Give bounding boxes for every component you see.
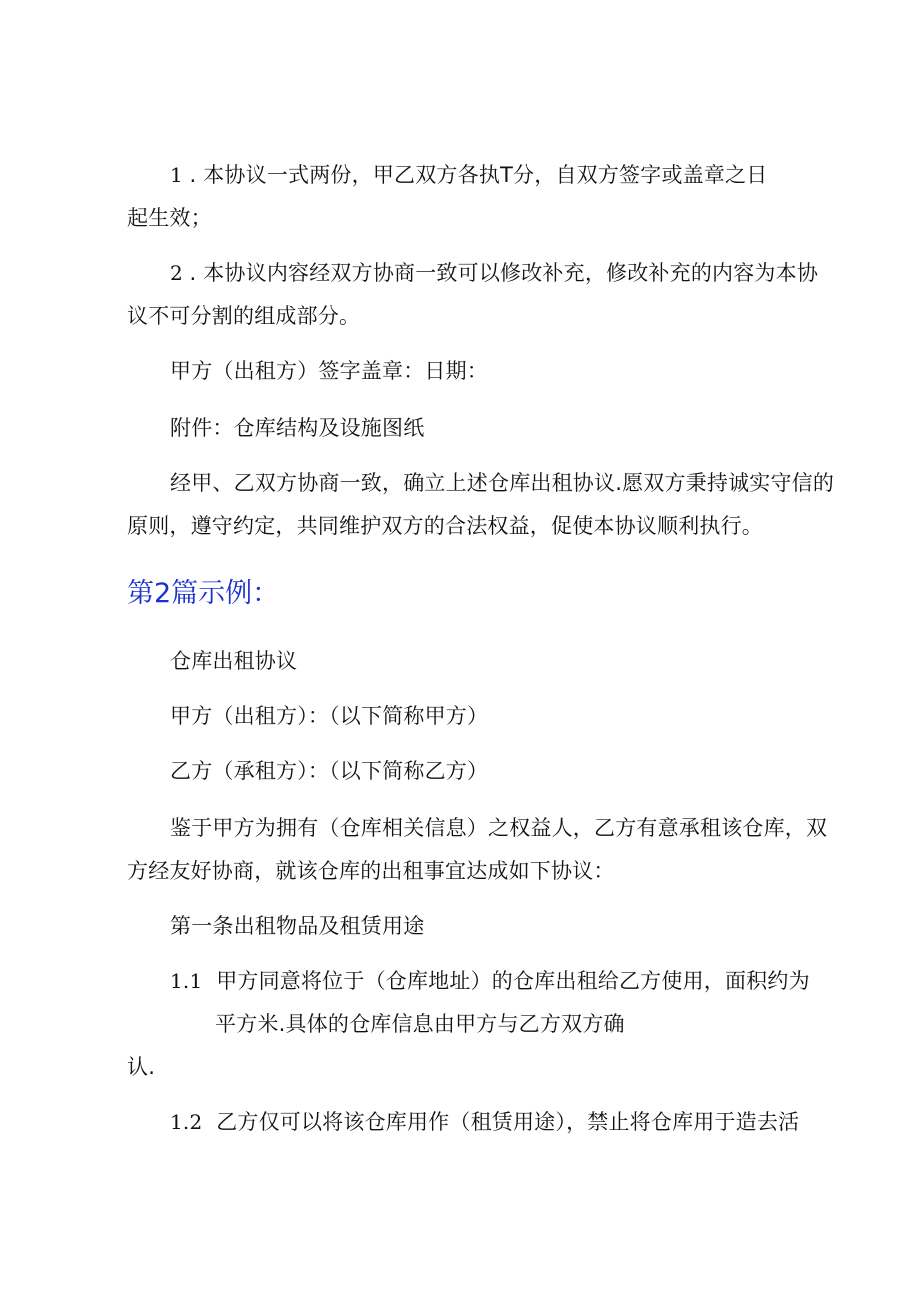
preamble-line-2: 方经友好协商，就该仓库的出租事宜达成如下协议： [127, 859, 615, 883]
attachment-line: 附件：仓库结构及设施图纸 [170, 416, 425, 440]
para-1-line-2: 起生效； [127, 206, 212, 230]
clause-1-1-line-3: 认. [127, 1055, 156, 1079]
para-1-text-1: . 本协议一式两份，甲乙双方各执T分，自双方签字或盖章之日 [189, 163, 768, 187]
clause-1-2-number: 1.2 [170, 1110, 203, 1134]
signature-line: 甲方（出租方）签字盖章：日期： [170, 359, 488, 383]
para-1-line-1 [170, 160, 767, 190]
clause-1-2-text-1: 乙方仅可以将该仓库用作（租赁用途），禁止将仓库用于造去活 [216, 1110, 800, 1134]
clause-1-1-line-2: 平方米.具体的仓库信息由甲方与乙方双方确 [215, 1012, 625, 1036]
clause-1-1-number: 1.1 [170, 969, 203, 993]
para-2-line-2: 议不可分割的组成部分。 [127, 304, 361, 328]
section-heading: 第2篇示例： [127, 578, 280, 609]
party-a-line: 甲方（出租方）：（以下简称甲方） [170, 704, 489, 728]
party-b-line: 乙方（承租方）：（以下简称乙方） [170, 759, 489, 783]
preamble-line-1: 鉴于甲方为拥有（仓库相关信息）之权益人，乙方有意承租该仓库，双 [170, 816, 828, 840]
para-2-text-1: . 本协议内容经双方协商一致可以修改补充，修改补充的内容为本协 [189, 261, 819, 285]
para-1-number: 1 [170, 163, 190, 187]
clause-1-1-line-1 [170, 966, 810, 996]
para-2-number: 2 [170, 261, 190, 285]
clause-1-2-line-1 [170, 1107, 799, 1137]
para-2-line-1 [170, 258, 818, 288]
contract-title: 仓库出租协议 [170, 649, 298, 673]
closing-line-2: 原则，遵守约定，共同维护双方的合法权益，促使本协议顺利执行。 [127, 514, 763, 538]
article-1-title: 第一条出租物品及租赁用途 [170, 914, 425, 938]
closing-line-1: 经甲、乙双方协商一致，确立上述仓库出租协议.愿双方秉持诚实守信的 [170, 471, 835, 495]
clause-1-1-text-1: 甲方同意将位于（仓库地址）的仓库出租给乙方使用，面积约为 [216, 969, 810, 993]
